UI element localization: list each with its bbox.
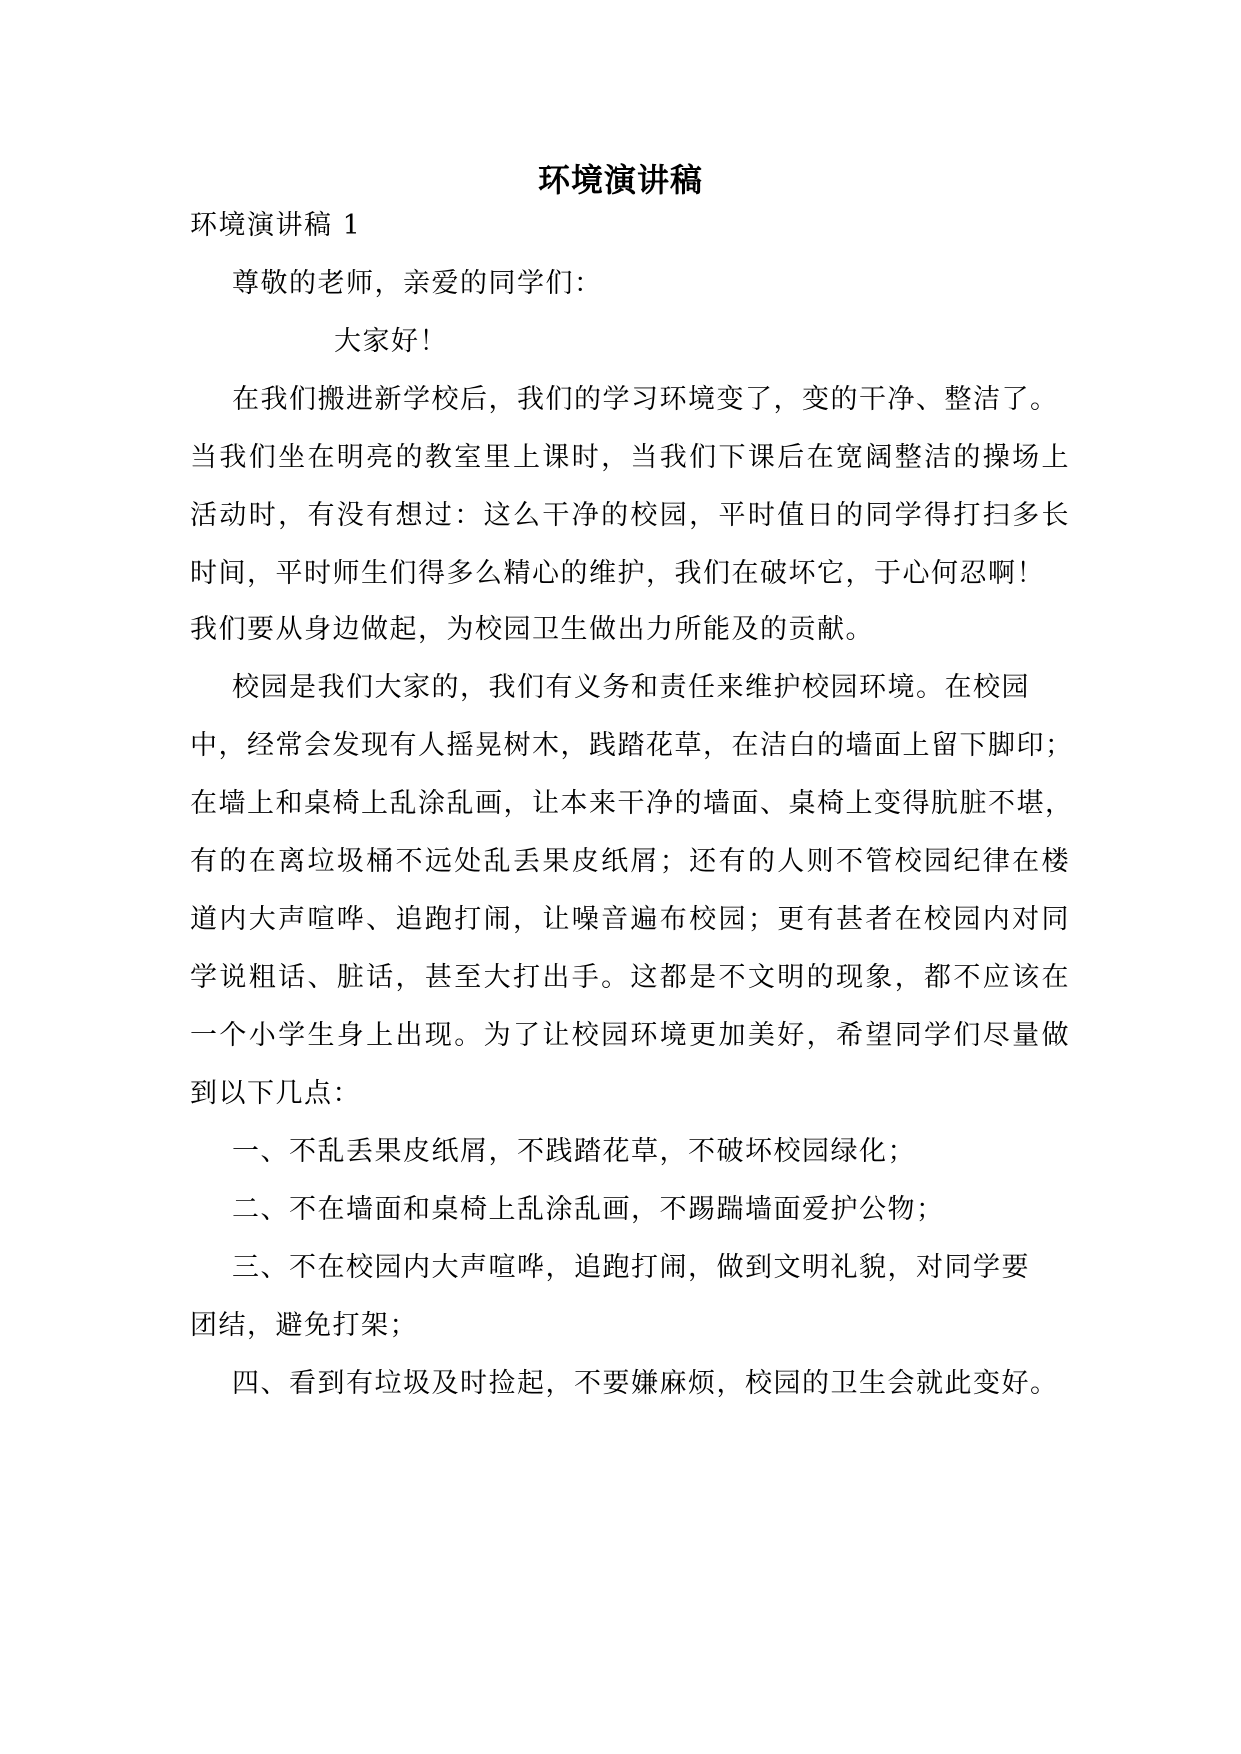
paragraph-1-line: 时间，平时师生们得多么精心的维护，我们在破坏它，于心何忍啊！: [190, 558, 1045, 589]
paragraph-2-line: 校园是我们大家的，我们有义务和责任来维护校园环境。在校园: [232, 672, 1030, 703]
section-heading: 环境演讲稿 1: [190, 210, 362, 241]
paragraph-2-line: 学说粗话、脏话，甚至大打出手。这都是不文明的现象，都不应该在: [190, 962, 1070, 993]
paragraph-1-line: 活动时，有没有想过：这么干净的校园，平时值日的同学得打扫多长: [190, 500, 1070, 531]
paragraph-2-line: 有的在离垃圾桶不远处乱丢果皮纸屑；还有的人则不管校园纪律在楼: [190, 846, 1070, 877]
list-item-continuation: 团结，避免打架；: [190, 1310, 418, 1341]
paragraph-2-line: 中，经常会发现有人摇晃树木，践踏花草，在洁白的墙面上留下脚印；: [190, 730, 1074, 761]
list-item: 三、不在校园内大声喧哗，追跑打闹，做到文明礼貌，对同学要: [232, 1252, 1030, 1283]
paragraph-2-line: 在墙上和桌椅上乱涂乱画，让本来干净的墙面、桌椅上变得肮脏不堪，: [190, 788, 1074, 819]
list-item: 二、不在墙面和桌椅上乱涂乱画，不踢踹墙面爱护公物；: [232, 1194, 945, 1225]
list-item: 四、看到有垃圾及时捡起，不要嫌麻烦，校园的卫生会就此变好。: [232, 1368, 1059, 1399]
greeting-line: 尊敬的老师，亲爱的同学们：: [232, 268, 603, 299]
list-item: 一、不乱丢果皮纸屑，不践踏花草，不破坏校园绿化；: [232, 1136, 916, 1167]
paragraph-2-line: 到以下几点：: [190, 1078, 361, 1109]
paragraph-1-line: 当我们坐在明亮的教室里上课时，当我们下课后在宽阔整洁的操场上: [190, 442, 1070, 473]
hello-line: 大家好！: [334, 326, 448, 357]
paragraph-1-line: 我们要从身边做起，为校园卫生做出力所能及的贡献。: [190, 614, 874, 645]
paragraph-1-line: 在我们搬进新学校后，我们的学习环境变了，变的干净、整洁了。: [232, 384, 1059, 415]
document-title: 环境演讲稿: [537, 161, 703, 199]
paragraph-2-line: 道内大声喧哗、追跑打闹，让噪音遍布校园；更有甚者在校园内对同: [190, 904, 1070, 935]
paragraph-2-line: 一个小学生身上出现。为了让校园环境更加美好，希望同学们尽量做: [190, 1020, 1070, 1051]
